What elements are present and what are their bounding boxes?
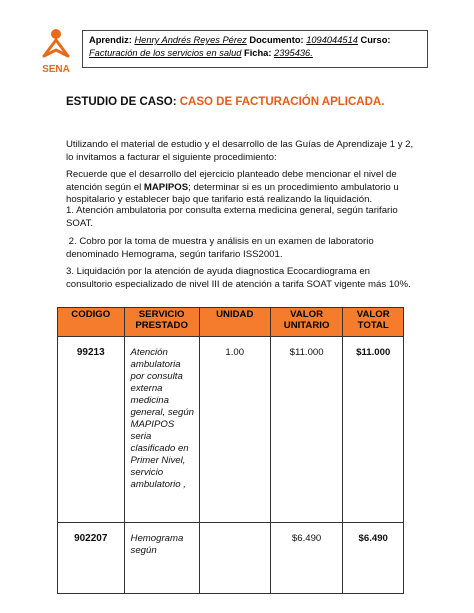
cell-service: Atención ambulatoria por consulta externa medicina general, según MAPIPOS seria clasificado en Primer Nivel, servicio ambulatorio , (124, 337, 199, 523)
title-accent: CASO DE FACTURACIÓN APLICADA. (179, 96, 385, 108)
cell-code: 902207 (58, 523, 125, 594)
item-2-paragraph: 2. Cobro por la toma de muestra y análisis en un examen de laboratorio denominado Hemograma, según tarifario ISS2001. (66, 236, 377, 260)
cell-unit-value: $6.490 (270, 523, 343, 594)
header-codigo: CODIGO (58, 308, 125, 337)
student-info-box (82, 30, 428, 68)
logo-text: SENA (42, 64, 70, 75)
cell-unit: 1.00 (199, 337, 270, 523)
instructions-paragraph: Recuerde que el desarrollo del ejercicio planteado debe mencionar el nivel de atención según el MAPIPOS; determinar si es un procedimiento ambulatorio u hospitalario y establecer bajo que tarifario está realizando la liquidación. (66, 169, 399, 206)
table-row (58, 337, 404, 523)
cell-unit-value: $11.000 (270, 337, 343, 523)
case-title (66, 96, 384, 108)
sena-logo (36, 26, 76, 76)
aprendiz-value: Henry Andrés Reyes Pérez (134, 35, 247, 45)
aprendiz-label: Aprendiz: (89, 35, 132, 45)
ficha-label: Ficha: (244, 48, 272, 58)
header-valor-total: VALOR TOTAL (343, 308, 404, 337)
header-unidad: UNIDAD (199, 308, 270, 337)
documento-value: 1094044514 (306, 35, 358, 45)
item-1-paragraph: 1. Atención ambulatoria por consulta externa medicina general, según tarifario SOAT. (66, 205, 398, 229)
curso-label: Curso: (360, 35, 391, 45)
documento-label: Documento: (249, 35, 304, 45)
cell-code: 99213 (58, 337, 125, 523)
cell-total: $6.490 (343, 523, 404, 594)
cell-unit (199, 523, 270, 594)
ficha-value: 2395436. (274, 48, 313, 58)
header-valor-unitario: VALOR UNITARIO (270, 308, 343, 337)
title-prefix: ESTUDIO DE CASO: (66, 96, 177, 108)
item-3-paragraph: 3. Liquidación por la atención de ayuda diagnostica Ecocardiograma en consultorio especializado de nivel III de atención a tarifa SOAT vigente más 10%. (66, 266, 411, 290)
table-header-row (58, 308, 404, 337)
cell-total: $11.000 (343, 337, 404, 523)
curso-value: Facturación de los servicios en salud (89, 48, 242, 58)
intro-paragraph: Utilizando el material de estudio y el desarrollo de las Guías de Aprendizaje 1 y 2, lo invitamos a facturar el siguiente procedimiento: (66, 139, 414, 163)
cell-service: Hemograma según (124, 523, 199, 594)
header-servicio: SERVICIO PRESTADO (124, 308, 199, 337)
billing-table (57, 307, 404, 594)
table-row (58, 523, 404, 594)
